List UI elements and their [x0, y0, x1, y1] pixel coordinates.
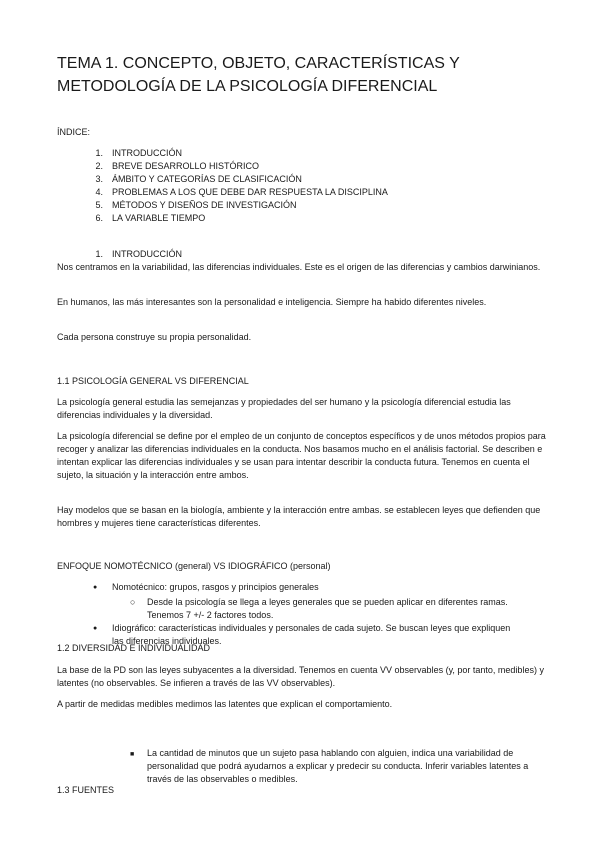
- toc-item: BREVE DESARROLLO HISTÓRICO: [112, 161, 260, 171]
- section-heading-enfoque: ENFOQUE NOMOTÉCNICO (general) VS IDIOGRÁFICO (personal): [57, 561, 331, 571]
- toc-number: 2.: [95, 161, 103, 171]
- section-heading-intro: INTRODUCCIÓN: [112, 249, 182, 259]
- paragraph: A partir de medidas medibles medimos las latentes que explican el comportamiento.: [57, 699, 393, 709]
- paragraph: Nos centramos en la variabilidad, las diferencias individuales. Este es el origen de las diferencias y cambios darwinianos.: [57, 262, 541, 272]
- square-bullet-icon: ■: [130, 751, 135, 758]
- bullet-item: La cantidad de minutos que un sujeto pasa hablando con alguien, indica una variabilidad de personalidad que podrá ayudarnos a explicar y predecir su conducta. Inferir variables latentes a través de las observables o medibles.: [147, 748, 529, 784]
- bullet-item: Nomotécnico: grupos, rasgos y principios generales: [112, 582, 319, 592]
- paragraph: Hay modelos que se basan en la biología, ambiente y la interacción entre ambas. se establecen leyes que defienden que hombres y mujeres tiene características diferentes.: [57, 505, 541, 528]
- section-number: 1.: [95, 249, 103, 259]
- paragraph: La base de la PD son las leyes subyacentes a la diversidad. Tenemos en cuenta VV observables (y, por tanto, medibles) y latentes (no observables. Se infieren a través de las VV observables).: [57, 665, 544, 688]
- bullet-icon: ●: [93, 584, 98, 591]
- bullet-icon: ●: [93, 625, 98, 632]
- toc-number: 5.: [95, 200, 103, 210]
- index-label: ÍNDICE:: [57, 127, 91, 137]
- toc-item: LA VARIABLE TIEMPO: [112, 213, 206, 223]
- toc-number: 1.: [95, 148, 103, 158]
- bullet-item: Idiográfico: características individuales y personales de cada sujeto. Se buscan leyes que expliquen las diferencias individuales.: [112, 623, 511, 646]
- paragraph: En humanos, las más interesantes son la personalidad e inteligencia. Siempre ha habido diferentes niveles.: [57, 297, 487, 307]
- paragraph: La psicología general estudia las semejanzas y propiedades del ser humano y la psicología diferencial estudia las diferencias individuales y la diversidad.: [57, 397, 511, 420]
- section-heading-1-3: 1.3 FUENTES: [57, 785, 115, 795]
- toc-number: 6.: [95, 213, 103, 223]
- toc-item: PROBLEMAS A LOS QUE DEBE DAR RESPUESTA LA DISCIPLINA: [112, 187, 388, 197]
- toc-item: MÉTODOS Y DISEÑOS DE INVESTIGACIÓN: [112, 200, 297, 210]
- toc-number: 4.: [95, 187, 103, 197]
- document-title: TEMA 1. CONCEPTO, OBJETO, CARACTERÍSTICAS Y METODOLOGÍA DE LA PSICOLOGÍA DIFERENCIAL: [57, 55, 460, 95]
- circle-bullet-icon: ○: [130, 597, 136, 607]
- paragraph: Cada persona construye su propia personalidad.: [57, 332, 252, 342]
- sub-bullet-item: Desde la psicología se llega a leyes generales que se pueden aplicar en diferentes ramas. Tenemos 7 +/- 2 factores todos.: [147, 597, 508, 620]
- toc-number: 3.: [95, 174, 103, 184]
- paragraph: La psicología diferencial se define por el empleo de un conjunto de conceptos específicos y de unos métodos propios para recoger y analizar las diferencias individuales en la conducta. Nos basamos mucho en el análisis factorial. Se describen e intentan explicar las diferencias individuales y se usan para intentar describir la conducta futura. Tenemos en cuenta el sujeto, la situación y la interacción entre ambos.: [57, 431, 546, 480]
- toc-item: INTRODUCCIÓN: [112, 148, 182, 158]
- toc-item: ÁMBITO Y CATEGORÍAS DE CLASIFICACIÓN: [112, 174, 302, 184]
- section-heading-1-1: 1.1 PSICOLOGÍA GENERAL VS DIFERENCIAL: [57, 376, 249, 386]
- section-heading-1-2: 1.2 DIVERSIDAD E INDIVIDUALIDAD: [57, 643, 211, 653]
